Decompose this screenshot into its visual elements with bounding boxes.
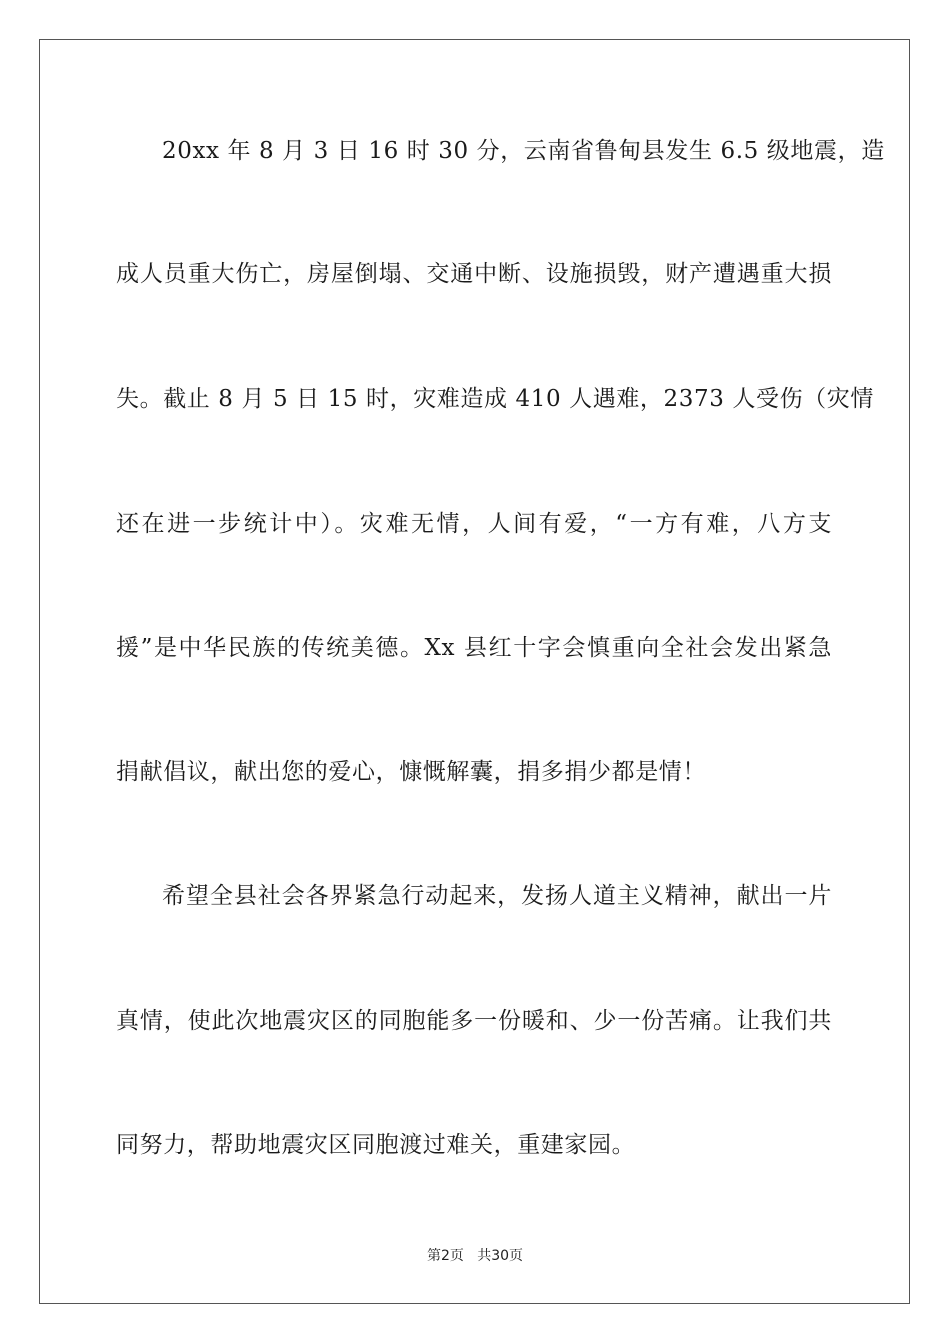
page-suffix: 页 bbox=[449, 1248, 464, 1264]
paragraph-1-line-5: 援”是中华民族的传统美德。Xx 县红十字会慎重向全社会发出紧急 bbox=[116, 635, 832, 661]
total-prefix: 共 bbox=[477, 1248, 492, 1264]
total-suffix: 页 bbox=[509, 1248, 524, 1264]
paragraph-2-line-3: 同努力，帮助地震灾区同胞渡过难关，重建家园。 bbox=[116, 1132, 636, 1158]
page-prefix: 第 bbox=[426, 1248, 441, 1264]
paragraph-1-line-2: 成人员重大伤亡，房屋倒塌、交通中断、设施损毁，财产遭遇重大损 bbox=[116, 261, 832, 287]
current-page-number: 2 bbox=[440, 1248, 450, 1264]
paragraph-1-line-4: 还在进一步统计中）。灾难无情，人间有爱，“一方有难，八方支 bbox=[116, 511, 832, 537]
paragraph-1-line-1: 20xx 年 8 月 3 日 16 时 30 分，云南省鲁甸县发生 6.5 级地震，造 bbox=[162, 138, 885, 164]
page-number-footer bbox=[0, 1247, 950, 1265]
paragraph-2-line-1: 希望全县社会各界紧急行动起来，发扬人道主义精神，献出一片 bbox=[162, 883, 832, 909]
paragraph-2-line-2: 真情，使此次地震灾区的同胞能多一份暖和、少一份苦痛。让我们共 bbox=[116, 1008, 832, 1034]
page-border bbox=[39, 39, 910, 1304]
total-page-number: 30 bbox=[491, 1248, 510, 1264]
paragraph-1-line-6: 捐献倡议，献出您的爱心，慷慨解囊，捐多捐少都是情！ bbox=[116, 759, 706, 785]
paragraph-1-line-3: 失。截止 8 月 5 日 15 时，灾难造成 410 人遇难，2373 人受伤（灾情 bbox=[116, 386, 874, 412]
